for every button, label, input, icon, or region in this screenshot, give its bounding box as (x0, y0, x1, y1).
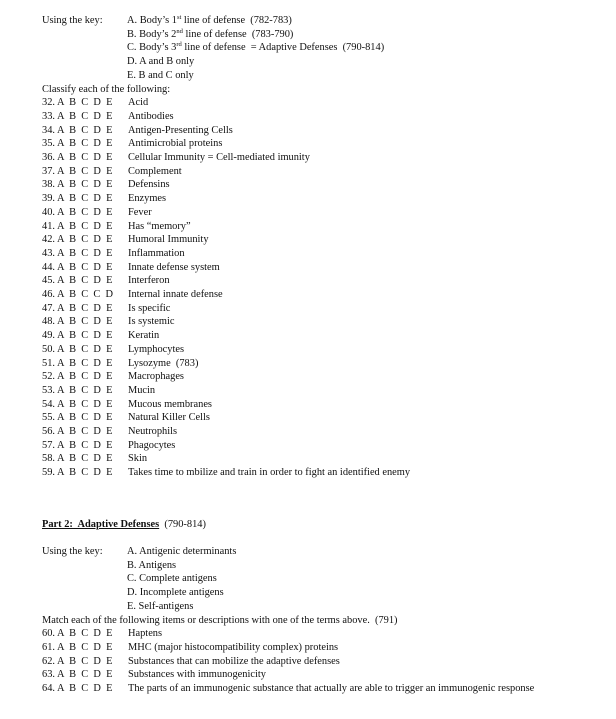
question-choices[interactable]: 35. A B C D E (42, 138, 113, 150)
question-choices[interactable]: 60. A B C D E (42, 628, 113, 640)
key-text: line of defense = Adaptive Defenses (790-814) (181, 42, 385, 54)
question-term: Haptens (128, 628, 163, 640)
question-choices[interactable]: 48. A B C D E (42, 316, 113, 328)
question-term: Has “memory” (128, 220, 191, 232)
question-choices[interactable]: 45. A B C D E (42, 275, 113, 287)
question-term: Antimicrobial proteins (128, 138, 223, 150)
question-term: Skin (128, 453, 148, 465)
question-term: Internal innate defense (128, 289, 223, 300)
question-term: Neutrophils (128, 426, 178, 437)
question-term: Takes time to mbilize and train in order to fight an identified enemy (128, 467, 411, 479)
part1-key-item-e (127, 69, 194, 82)
question-term: Complement (128, 165, 182, 177)
part2-key-item-c: C. Complete antigens (127, 573, 217, 585)
question-term: Substances with immunogenicity (128, 669, 266, 681)
question-term: Humoral Immunity (128, 234, 209, 246)
question-choices[interactable]: 36. A B C D E (42, 152, 113, 163)
question-choices[interactable]: 62. A B C D E (42, 655, 113, 667)
part2-key-item-b: B. Antigens (127, 559, 177, 571)
key-superscript: st (176, 14, 182, 21)
question-term: MHC (major histocompatibility complex) proteins (128, 641, 339, 653)
part1-key-item-d (127, 55, 194, 68)
key-text: D. A and B only (127, 56, 195, 68)
part2-title: Part 2: Adaptive Defenses (42, 519, 160, 530)
question-term: The parts of an immunogenic substance that actually are able to trigger an immunogenic response (128, 683, 535, 694)
part1-instruction: Classify each of the following: (42, 83, 171, 95)
question-choices[interactable]: 40. A B C D E (42, 206, 113, 218)
part1-key-label: Using the key: (42, 15, 103, 26)
question-term: Macrophages (128, 371, 184, 383)
question-choices[interactable]: 34. A B C D E (42, 124, 113, 136)
part2-key-item-d: D. Incomplete antigens (127, 587, 224, 599)
question-term: Cellular Immunity = Cell-mediated imunity (128, 152, 310, 163)
question-choices[interactable]: 37. A B C D E (42, 165, 113, 177)
question-choices[interactable]: 54. A B C D E (42, 398, 113, 410)
question-choices[interactable]: 52. A B C D E (42, 371, 113, 383)
key-text: B. Body’s 2 (127, 28, 177, 40)
question-choices[interactable]: 32. A B C D E (42, 97, 113, 109)
question-term: Antibodies (128, 110, 174, 122)
part2-pages: (790-814) (159, 519, 206, 530)
question-term: Interferon (128, 275, 170, 287)
question-choices[interactable]: 51. A B C D E (42, 357, 113, 369)
question-term: Mucin (128, 384, 156, 396)
key-text: E. B and C only (127, 69, 194, 81)
question-term: Fever (128, 206, 152, 218)
question-choices[interactable]: 59. A B C D E (42, 467, 113, 479)
question-choices[interactable]: 63. A B C D E (42, 669, 113, 681)
question-term: Phagocytes (128, 439, 176, 451)
question-term: Lysozyme (783) (128, 357, 199, 369)
question-choices[interactable]: 46. A B C C D (42, 289, 114, 300)
question-choices[interactable]: 39. A B C D E (42, 193, 113, 205)
part2-heading (42, 518, 206, 531)
question-term: Mucous membranes (128, 398, 212, 410)
question-choices[interactable]: 50. A B C D E (42, 343, 113, 355)
part2-key-item-a: A. Antigenic determinants (127, 546, 237, 557)
key-text: line of defense (782-783) (181, 15, 292, 26)
question-choices[interactable]: 43. A B C D E (42, 247, 113, 259)
question-choices[interactable]: 33. A B C D E (42, 110, 113, 122)
question-choices[interactable]: 58. A B C D E (42, 453, 113, 465)
question-choices[interactable]: 53. A B C D E (42, 384, 113, 396)
question-term: Defensins (128, 179, 170, 191)
question-choices[interactable]: 38. A B C D E (42, 179, 113, 191)
question-term: Substances that can mobilize the adaptive defenses (128, 655, 340, 667)
question-term: Lymphocytes (128, 343, 184, 355)
question-term: Is specific (128, 302, 171, 314)
question-term: Innate defense system (128, 261, 220, 273)
question-term: Is systemic (128, 316, 175, 328)
question-choices[interactable]: 47. A B C D E (42, 302, 113, 314)
question-choices[interactable]: 49. A B C D E (42, 330, 113, 342)
question-term: Enzymes (128, 193, 167, 205)
key-text: A. Body’s 1 (127, 15, 177, 26)
question-choices[interactable]: 64. A B C D E (42, 683, 113, 694)
question-choices[interactable]: 44. A B C D E (42, 261, 113, 273)
question-term: Natural Killer Cells (128, 412, 210, 424)
question-choices[interactable]: 41. A B C D E (42, 220, 113, 232)
part1-key-item-c (127, 41, 384, 54)
part2-key-label: Using the key: (42, 546, 103, 557)
question-term: Antigen-Presenting Cells (128, 124, 233, 136)
key-superscript: nd (176, 27, 183, 35)
key-text: C. Body’s 3 (127, 42, 177, 54)
key-text: line of defense (783-790) (182, 28, 294, 40)
question-term: Acid (128, 97, 149, 109)
part1-key-item-b (127, 28, 293, 41)
question-term: Inflammation (128, 247, 185, 259)
question-choices[interactable]: 56. A B C D E (42, 426, 113, 437)
part1-key-item-a (127, 14, 292, 27)
part2-instruction: Match each of the following items or descriptions with one of the terms above. (791) (42, 614, 398, 626)
question-choices[interactable]: 42. A B C D E (42, 234, 113, 246)
question-choices[interactable]: 55. A B C D E (42, 412, 113, 424)
question-term: Keratin (128, 330, 160, 342)
question-choices[interactable]: 57. A B C D E (42, 439, 113, 451)
question-choices[interactable]: 61. A B C D E (42, 641, 113, 653)
part2-key-item-e: E. Self-antigens (127, 600, 194, 612)
key-superscript: rd (176, 41, 182, 49)
